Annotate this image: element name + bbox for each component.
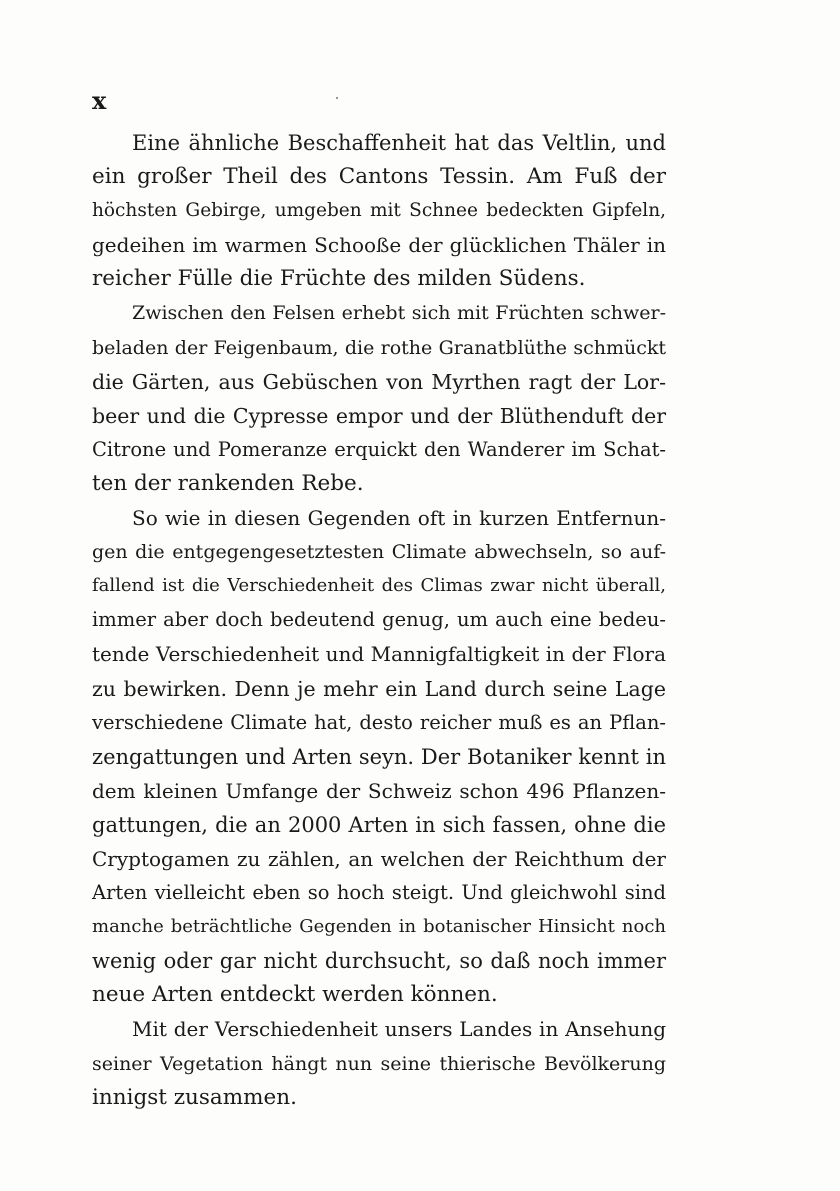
text-line: höchsten Gebirge, umgeben mit Schnee bedeckten Gipfeln, [92, 200, 666, 222]
text-line: zu bewirken. Denn je mehr ein Land durch seine Lage [92, 676, 666, 701]
text-line: beer und die Cypresse empor und der Blüthenduft der [92, 403, 666, 428]
paragraph-3 [92, 501, 666, 1012]
text-line: manche beträchtliche Gegenden in botanischer Hinsicht noch [92, 916, 666, 938]
text-line: gedeihen im warmen Schooße der glücklichen Thäler in [92, 233, 666, 258]
text-line: tende Verschiedenheit und Mannigfaltigkeit in der Flora [92, 642, 666, 667]
text-line: die Gärten, aus Gebüschen von Myrthen ragt der Lor- [92, 369, 666, 394]
paragraph-4 [92, 1012, 666, 1114]
text-line: Eine ähnliche Beschaffenheit hat das Veltlin, und [132, 131, 666, 155]
text-line: gattungen, die an 2000 Arten in sich fassen, ohne die [92, 812, 666, 837]
text-line: beladen der Feigenbaum, die rothe Granatblüthe schmückt [92, 336, 666, 359]
text-line: fallend ist die Verschiedenheit des Climas zwar nicht überall, [92, 575, 666, 597]
text-line: Zwischen den Felsen erhebt sich mit Früchten schwer- [132, 302, 666, 325]
text-line: Cryptogamen zu zählen, an welchen der Reichthum der [92, 846, 666, 871]
text-line: ein großer Theil des Cantons Tessin. Am Fuß der [92, 164, 666, 190]
text-line: neue Arten entdeckt werden können. [92, 982, 498, 1008]
page-number: x [92, 86, 108, 115]
text-line: immer aber doch bedeutend genug, um auch eine bedeu- [92, 608, 666, 632]
text-line: dem kleinen Umfange der Schweiz schon 496 Pflanzen- [92, 778, 666, 803]
paper-speck [336, 97, 338, 99]
text-line: ten der rankenden Rebe. [92, 470, 364, 496]
text-line: Arten vielleicht eben so hoch steigt. Und gleichwohl sind [92, 881, 666, 905]
text-line: seiner Vegetation hängt nun seine thierische Bevölkerung [92, 1052, 666, 1075]
paragraph-1 [92, 126, 666, 296]
text-line: Citrone und Pomeranze erquickt den Wanderer im Schat- [92, 437, 666, 461]
text-line: reicher Fülle die Früchte des milden Südens. [92, 266, 586, 292]
text-line: gen die entgegengesetztesten Climate abwechseln, so auf- [92, 541, 666, 564]
body-text [92, 126, 666, 1115]
text-line: wenig oder gar nicht durchsucht, so daß noch immer [92, 949, 666, 974]
text-line: verschiedene Climate hat, desto reicher muß es an Pflan- [92, 710, 666, 734]
text-line: innigst zusammen. [92, 1084, 297, 1110]
text-line: zengattungen und Arten seyn. Der Botaniker kennt in [92, 744, 666, 769]
text-line: So wie in diesen Gegenden oft in kurzen Entfernun- [132, 506, 666, 531]
paragraph-2 [92, 296, 666, 501]
text-line: Mit der Verschiedenheit unsers Landes in Ansehung [132, 1017, 666, 1042]
